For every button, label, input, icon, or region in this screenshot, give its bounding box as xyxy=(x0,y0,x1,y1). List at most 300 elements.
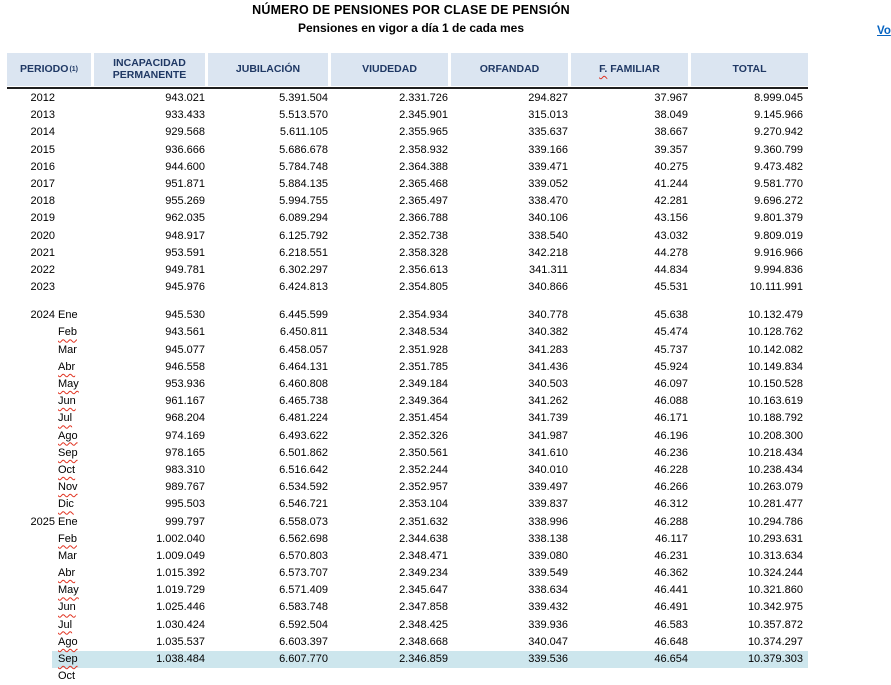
period-year: 2023 xyxy=(30,281,55,294)
table-row xyxy=(7,262,808,279)
value-cell: 945.077 xyxy=(165,343,205,356)
table-row xyxy=(7,324,808,341)
header-text: INCAPACIDAD PERMANENTE xyxy=(112,57,187,81)
value-cell: 5.784.748 xyxy=(279,160,328,173)
value-cell: 2.349.364 xyxy=(399,395,448,408)
period-month: Feb xyxy=(58,532,77,545)
value-cell: 335.637 xyxy=(528,126,568,139)
value-cell: 983.310 xyxy=(165,463,205,476)
period-cell xyxy=(7,342,91,359)
value-cell: 5.686.678 xyxy=(279,143,328,156)
header-divider-rule xyxy=(7,87,808,89)
value-cell: 338.996 xyxy=(528,515,568,528)
table-row xyxy=(7,376,808,393)
value-cell: 39.357 xyxy=(654,143,688,156)
period-month: Abr xyxy=(58,360,76,373)
value-cell: 948.917 xyxy=(165,229,205,242)
value-cell: 2.365.497 xyxy=(399,195,448,208)
value-cell: 340.047 xyxy=(528,635,568,648)
value-cell: 46.312 xyxy=(654,498,688,511)
period-month: Sep xyxy=(58,446,78,459)
volver-link[interactable]: Vo xyxy=(877,25,891,37)
header-text: ORFANDAD xyxy=(479,62,540,75)
period-year: 2012 xyxy=(30,92,55,104)
value-cell: 2.347.858 xyxy=(399,601,448,614)
period-cell xyxy=(7,462,91,479)
value-cell: 6.424.813 xyxy=(279,281,328,294)
value-cell: 2.350.561 xyxy=(399,446,448,459)
table-row xyxy=(7,445,808,462)
period-cell xyxy=(7,228,91,245)
value-cell: 339.432 xyxy=(528,601,568,614)
value-cell: 341.610 xyxy=(528,446,568,459)
value-cell: 46.266 xyxy=(654,481,688,494)
period-year xyxy=(7,462,55,479)
table-row xyxy=(7,565,808,582)
period-year: 2022 xyxy=(30,263,55,276)
value-cell: 342.218 xyxy=(528,246,568,259)
value-cell: 10.281.477 xyxy=(747,498,803,511)
value-cell: 2.354.805 xyxy=(399,281,448,294)
value-cell: 2.348.425 xyxy=(399,618,448,631)
value-cell: 43.156 xyxy=(654,212,688,225)
value-cell: 1.025.446 xyxy=(156,601,205,614)
value-cell: 315.013 xyxy=(528,109,568,122)
value-cell: 2.366.788 xyxy=(399,212,448,225)
value-cell: 6.516.642 xyxy=(279,463,328,476)
table-row xyxy=(7,462,808,479)
value-cell: 339.080 xyxy=(528,549,568,562)
value-cell: 340.503 xyxy=(528,378,568,390)
period-cell xyxy=(7,479,91,496)
page-title: NÚMERO DE PENSIONES POR CLASE DE PENSIÓN xyxy=(252,3,570,17)
value-cell: 6.450.811 xyxy=(279,326,328,339)
value-cell: 6.546.721 xyxy=(279,498,328,511)
period-cell xyxy=(7,279,91,296)
table-row xyxy=(7,599,808,616)
value-cell: 45.638 xyxy=(654,309,688,322)
period-year xyxy=(7,342,55,359)
value-cell xyxy=(328,668,448,685)
table-row xyxy=(7,617,808,634)
period-month: Jun xyxy=(58,601,76,614)
table-row xyxy=(7,107,808,124)
value-cell: 46.228 xyxy=(654,463,688,476)
value-cell: 45.474 xyxy=(654,326,688,339)
period-month: Feb xyxy=(58,326,77,339)
value-cell: 46.088 xyxy=(654,395,688,408)
value-cell: 6.445.599 xyxy=(279,309,328,322)
period-cell xyxy=(7,376,91,393)
column-header-orfandad xyxy=(448,53,568,86)
value-cell: 38.667 xyxy=(654,126,688,139)
table-row xyxy=(7,514,808,531)
period-year xyxy=(7,617,55,634)
value-cell: 40.275 xyxy=(654,160,688,173)
table-row xyxy=(7,90,808,107)
value-cell: 2.348.471 xyxy=(399,549,448,562)
period-year: 2013 xyxy=(30,109,55,122)
value-cell: 6.125.792 xyxy=(279,229,328,242)
value-cell: 339.166 xyxy=(528,143,568,156)
value-cell: 2.351.454 xyxy=(399,412,448,425)
value-cell: 944.600 xyxy=(165,160,205,173)
value-cell: 6.493.622 xyxy=(279,429,328,442)
value-cell: 6.558.073 xyxy=(279,515,328,528)
value-cell: 2.344.638 xyxy=(399,532,448,545)
value-cell: 294.827 xyxy=(528,92,568,104)
value-cell: 341.262 xyxy=(528,395,568,408)
value-cell: 2.348.668 xyxy=(399,635,448,648)
table-row xyxy=(7,548,808,565)
value-cell: 1.009.049 xyxy=(156,549,205,562)
value-cell: 929.568 xyxy=(165,126,205,139)
value-cell: 340.866 xyxy=(528,281,568,294)
value-cell: 943.021 xyxy=(165,92,205,104)
value-cell: 338.634 xyxy=(528,584,568,597)
value-cell: 6.592.504 xyxy=(279,618,328,631)
table-row xyxy=(7,342,808,359)
value-cell: 2.358.932 xyxy=(399,143,448,156)
value-cell: 2.364.388 xyxy=(399,160,448,173)
period-year: 2016 xyxy=(30,160,55,173)
period-cell xyxy=(7,307,91,324)
value-cell: 961.167 xyxy=(165,395,205,408)
table-body xyxy=(7,90,808,685)
period-year xyxy=(7,651,55,668)
value-cell: 5.513.570 xyxy=(279,109,328,122)
value-cell: 943.561 xyxy=(165,326,205,339)
period-cell xyxy=(7,410,91,427)
period-month: Ene xyxy=(58,309,78,322)
value-cell: 10.142.082 xyxy=(747,343,803,356)
value-cell: 933.433 xyxy=(165,109,205,122)
value-cell: 6.218.551 xyxy=(279,246,328,259)
period-cell xyxy=(7,359,91,376)
value-cell: 10.150.528 xyxy=(747,378,803,390)
period-year xyxy=(7,634,55,651)
value-cell: 46.654 xyxy=(654,653,688,665)
value-cell: 339.837 xyxy=(528,498,568,511)
value-cell: 9.145.966 xyxy=(754,109,803,122)
value-cell: 46.648 xyxy=(654,635,688,648)
value-cell: 9.801.379 xyxy=(754,212,803,225)
value-cell: 2.349.184 xyxy=(399,378,448,390)
value-cell: 338.138 xyxy=(528,532,568,545)
value-cell: 340.106 xyxy=(528,212,568,225)
value-cell: 5.611.105 xyxy=(279,126,328,139)
value-cell: 339.936 xyxy=(528,618,568,631)
period-cell xyxy=(7,428,91,445)
period-year xyxy=(7,445,55,462)
value-cell: 2.352.738 xyxy=(399,229,448,242)
value-cell: 6.465.738 xyxy=(279,395,328,408)
table-row xyxy=(7,307,808,324)
value-cell: 10.188.792 xyxy=(747,412,803,425)
value-cell: 2.356.613 xyxy=(399,263,448,276)
table-row xyxy=(7,428,808,445)
period-year xyxy=(7,410,55,427)
column-header-incapacidad-permanente xyxy=(91,53,205,86)
value-cell xyxy=(205,668,328,685)
column-header-total xyxy=(688,53,808,86)
period-year: 2021 xyxy=(30,246,55,259)
value-cell: 38.049 xyxy=(654,109,688,122)
table-row xyxy=(7,634,808,651)
value-cell: 341.987 xyxy=(528,429,568,442)
period-cell xyxy=(7,651,91,668)
period-year xyxy=(7,548,55,565)
value-cell: 10.111.991 xyxy=(749,281,803,294)
value-cell: 9.581.770 xyxy=(754,177,803,190)
value-cell: 953.591 xyxy=(165,246,205,259)
value-cell: 44.834 xyxy=(654,263,688,276)
value-cell: 43.032 xyxy=(654,229,688,242)
value-cell: 2.349.234 xyxy=(399,567,448,580)
value-cell: 46.288 xyxy=(654,515,688,528)
value-cell: 6.302.297 xyxy=(279,263,328,276)
period-year xyxy=(7,531,55,548)
period-cell xyxy=(7,159,91,176)
value-cell: 46.117 xyxy=(655,532,688,545)
period-cell xyxy=(7,617,91,634)
value-cell: 44.278 xyxy=(654,246,688,259)
value-cell: 340.382 xyxy=(528,326,568,339)
value-cell: 2.345.901 xyxy=(399,109,448,122)
value-cell: 341.436 xyxy=(528,360,568,373)
period-month: Jul xyxy=(58,618,73,631)
period-year: 2014 xyxy=(30,126,55,139)
table-row xyxy=(7,496,808,513)
value-cell: 338.470 xyxy=(528,195,568,208)
value-cell: 5.391.504 xyxy=(279,92,328,104)
period-cell xyxy=(7,514,91,531)
value-cell: 46.441 xyxy=(654,584,688,597)
value-cell: 10.321.860 xyxy=(747,584,803,597)
value-cell: 10.163.619 xyxy=(747,395,803,408)
period-year: 2017 xyxy=(30,177,55,190)
period-month: Mar xyxy=(58,549,77,562)
value-cell: 945.976 xyxy=(165,281,205,294)
value-cell: 340.010 xyxy=(528,463,568,476)
value-cell: 968.204 xyxy=(165,412,205,425)
value-cell: 9.270.942 xyxy=(754,126,803,139)
value-cell: 2.331.726 xyxy=(399,92,448,104)
value-cell xyxy=(568,668,688,685)
period-year xyxy=(7,324,55,341)
value-cell: 2.351.928 xyxy=(399,343,448,356)
value-cell: 2.345.647 xyxy=(399,584,448,597)
value-cell: 6.583.748 xyxy=(279,601,328,614)
value-cell: 46.196 xyxy=(654,429,688,442)
value-cell: 1.015.392 xyxy=(156,567,205,580)
period-cell xyxy=(7,142,91,159)
value-cell: 6.573.707 xyxy=(279,567,328,580)
value-cell: 2.346.859 xyxy=(399,653,448,665)
value-cell: 46.097 xyxy=(654,378,688,390)
value-cell: 951.871 xyxy=(165,177,205,190)
value-cell: 10.293.631 xyxy=(747,532,803,545)
period-cell xyxy=(7,668,91,685)
value-cell: 10.342.975 xyxy=(747,601,803,614)
value-cell: 2.365.468 xyxy=(399,177,448,190)
value-cell: 2.348.534 xyxy=(399,326,448,339)
value-cell: 945.530 xyxy=(165,309,205,322)
value-cell: 9.916.966 xyxy=(754,246,803,259)
value-cell: 10.218.434 xyxy=(747,446,803,459)
value-cell: 10.263.079 xyxy=(747,481,803,494)
period-year xyxy=(7,393,55,410)
value-cell: 9.809.019 xyxy=(754,229,803,242)
header-text: FAMILIAR xyxy=(607,62,660,75)
value-cell: 1.038.484 xyxy=(156,653,205,665)
value-cell: 10.294.786 xyxy=(747,515,803,528)
period-month: May xyxy=(58,378,79,390)
value-cell xyxy=(688,668,803,685)
column-header-jubilaci-n xyxy=(205,53,328,86)
table-row xyxy=(7,279,808,296)
value-cell: 2.358.328 xyxy=(399,246,448,259)
period-year: 2019 xyxy=(30,212,55,225)
value-cell: 6.501.862 xyxy=(279,446,328,459)
page-subtitle: Pensiones en vigor a día 1 de cada mes xyxy=(297,21,525,35)
period-year xyxy=(7,376,55,393)
table-row xyxy=(7,159,808,176)
value-cell: 339.497 xyxy=(528,481,568,494)
value-cell: 1.035.537 xyxy=(156,635,205,648)
header-text: F. xyxy=(599,62,608,75)
value-cell: 5.994.755 xyxy=(279,195,328,208)
table-row xyxy=(7,228,808,245)
value-cell: 6.562.698 xyxy=(279,532,328,545)
value-cell: 6.089.294 xyxy=(279,212,328,225)
header-text: JUBILACIÓN xyxy=(235,62,301,75)
value-cell: 41.244 xyxy=(654,177,688,190)
period-cell xyxy=(7,445,91,462)
value-cell: 2.352.244 xyxy=(399,463,448,476)
value-cell: 339.052 xyxy=(528,177,568,190)
period-year: 2020 xyxy=(30,229,55,242)
value-cell: 955.269 xyxy=(165,195,205,208)
value-cell: 6.481.224 xyxy=(279,412,328,425)
value-cell: 5.884.135 xyxy=(279,177,328,190)
value-cell: 946.558 xyxy=(165,360,205,373)
value-cell: 936.666 xyxy=(165,143,205,156)
value-cell: 6.464.131 xyxy=(279,360,328,373)
value-cell: 10.208.300 xyxy=(747,429,803,442)
value-cell: 46.171 xyxy=(654,412,688,425)
value-cell: 2.351.632 xyxy=(399,515,448,528)
value-cell: 10.357.872 xyxy=(747,618,803,631)
value-cell: 10.374.297 xyxy=(747,635,803,648)
period-year xyxy=(7,428,55,445)
value-cell: 9.473.482 xyxy=(754,160,803,173)
value-cell: 1.030.424 xyxy=(156,618,205,631)
period-cell xyxy=(7,176,91,193)
table-row xyxy=(7,582,808,599)
period-year: 2015 xyxy=(30,143,55,156)
table-row xyxy=(7,193,808,210)
value-cell: 6.603.397 xyxy=(279,635,328,648)
value-cell: 339.471 xyxy=(528,160,568,173)
period-cell xyxy=(7,496,91,513)
value-cell: 341.311 xyxy=(529,263,568,276)
period-year: 2024 xyxy=(30,309,55,322)
blank-spacer-row xyxy=(7,296,808,307)
value-cell: 974.169 xyxy=(165,429,205,442)
value-cell: 1.002.040 xyxy=(156,532,205,545)
value-cell: 46.231 xyxy=(654,549,688,562)
period-month: Jul xyxy=(58,412,73,425)
table-header-row xyxy=(7,53,808,86)
value-cell: 978.165 xyxy=(165,446,205,459)
value-cell: 10.132.479 xyxy=(747,309,803,322)
value-cell: 10.379.303 xyxy=(747,653,803,665)
value-cell: 6.534.592 xyxy=(279,481,328,494)
value-cell: 2.352.957 xyxy=(399,481,448,494)
table-row xyxy=(7,393,808,410)
period-month: Mar xyxy=(58,343,77,356)
period-year xyxy=(7,599,55,616)
value-cell: 1.019.729 xyxy=(156,584,205,597)
value-cell: 46.583 xyxy=(654,618,688,631)
value-cell: 45.737 xyxy=(654,343,688,356)
period-cell xyxy=(7,262,91,279)
value-cell: 339.536 xyxy=(528,653,568,665)
period-cell xyxy=(7,582,91,599)
period-cell xyxy=(7,599,91,616)
period-month: Oct xyxy=(58,463,76,476)
table-row xyxy=(7,410,808,427)
value-cell: 6.460.808 xyxy=(279,378,328,390)
period-cell xyxy=(7,193,91,210)
value-cell: 10.238.434 xyxy=(747,463,803,476)
value-cell xyxy=(448,668,568,685)
value-cell xyxy=(91,668,205,685)
table-row xyxy=(7,245,808,262)
value-cell: 10.313.634 xyxy=(747,549,803,562)
value-cell: 45.531 xyxy=(654,281,688,294)
table-row xyxy=(7,531,808,548)
period-cell xyxy=(7,90,91,107)
value-cell: 2.352.326 xyxy=(399,429,448,442)
value-cell: 6.570.803 xyxy=(279,549,328,562)
table-row xyxy=(7,176,808,193)
table-row xyxy=(7,359,808,376)
column-header-viudedad xyxy=(328,53,448,86)
period-year xyxy=(7,359,55,376)
value-cell: 339.549 xyxy=(528,567,568,580)
value-cell: 999.797 xyxy=(165,515,205,528)
value-cell: 949.781 xyxy=(165,263,205,276)
table-row-highlighted xyxy=(7,651,808,668)
value-cell: 46.491 xyxy=(654,601,688,614)
value-cell: 37.967 xyxy=(654,92,688,104)
period-year xyxy=(7,479,55,496)
value-cell: 10.128.762 xyxy=(747,326,803,339)
period-year xyxy=(7,565,55,582)
period-year xyxy=(7,582,55,599)
value-cell: 10.324.244 xyxy=(747,567,803,580)
value-cell: 995.503 xyxy=(165,498,205,511)
period-month: Ene xyxy=(58,515,78,528)
value-cell: 2.355.965 xyxy=(399,126,448,139)
value-cell: 962.035 xyxy=(165,212,205,225)
period-cell xyxy=(7,565,91,582)
period-month: Nov xyxy=(58,481,78,494)
column-header-f-familiar xyxy=(568,53,688,86)
value-cell: 2.353.104 xyxy=(399,498,448,511)
